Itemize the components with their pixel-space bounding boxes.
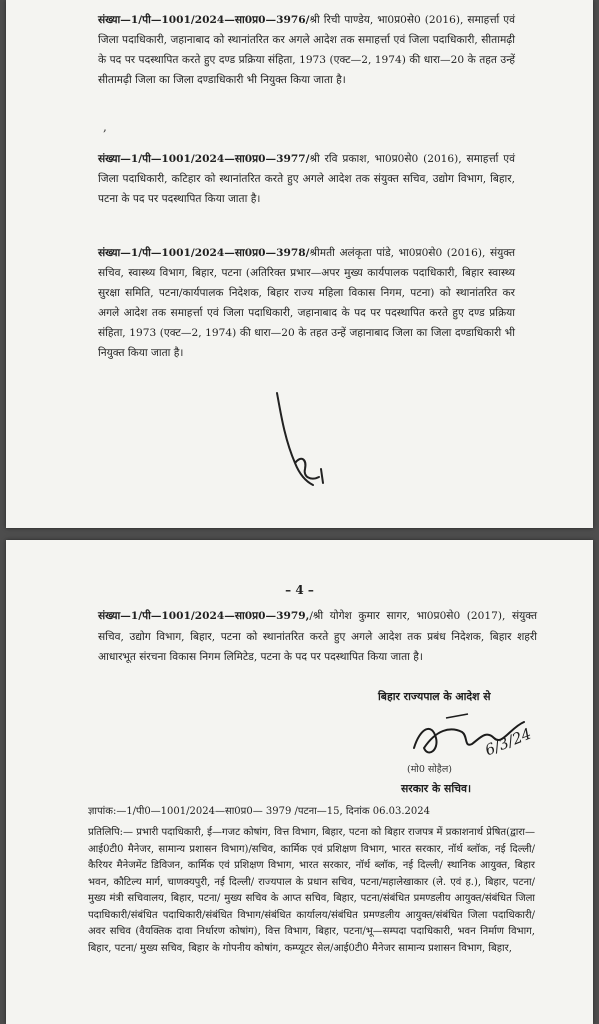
stray-mark: , [103,120,107,134]
order-body: श्री रवि प्रकाश, भा0प्र0से0 (2016), समाहर्त्ता एवं जिला पदाधिकारी, कटिहार को स्थानांतरित करते हुए अगले आदेश तक संयुक्त सचिव, उद्योग विभाग, बिहार, पटना के पद पर पदस्थापित किया जाता है। [98,153,515,205]
document-page-lower [6,540,593,1024]
memo-reference-line: ज्ञापांक:—1/पी0—1001/2024—सा0प्र0— 3979 /पटना—15, दिनांक 06.03.2024 [88,806,430,817]
order-body: /श्री योगेश कुमार सागर, भा0प्र0से0 (2017), संयुक्त सचिव, उद्योग विभाग, बिहार, पटना को स्थानांतरित करते हुए अगले आदेश तक प्रबंध निदेशक, बिहार शहरी आधारभूत संरचना विकास निगम लिमिटेड, पटना के पद पर पदस्थापित किया जाता है। [98,610,537,663]
order-reference: संख्या—1/पी—1001/2024—सा0प्र0—3977/ [98,153,310,165]
secretary-title: सरकार के सचिव। [401,782,472,795]
by-order-of-governor: बिहार राज्यपाल के आदेश से [378,690,491,703]
order-paragraph-3979 [98,606,537,668]
order-paragraph-3977 [98,149,515,209]
order-body: श्रीमती अलंकृता पांडे, भा0प्र0से0 (2016), संयुक्त सचिव, स्वास्थ्य विभाग, बिहार, पटना (अतिरिक्त प्रभार—अपर मुख्य कार्यपालक पदाधिकारी, बिहार स्वास्थ्य सुरक्षा समिति, पटना/कार्यपालक निदेशक, बिहार राज्य महिला विकास निगम, पटना) को स्थानांतरित कर अगले आदेश तक समाहर्त्ता एवं जिला पदाधिकारी, जहानाबाद के पद पर पदस्थापित करते हुए दण्ड प्रक्रिया संहिता, 1973 (एक्ट—2, 1974) की धारा—20 के तहत उन्हें जहानाबाद जिला का जिला दण्डाधिकारी भी नियुक्त किया जाता है। [98,247,515,359]
order-reference: संख्या—1/पी—1001/2024—सा0प्र0—3979, [98,610,310,622]
handwritten-initial-mark [261,385,351,495]
order-paragraph-3976 [98,10,515,90]
page-number: – 4 – [285,583,314,597]
signature-date: 6/3/24 [482,724,534,760]
order-paragraph-3978 [98,243,515,363]
signatory-name: (मो0 सोहैल) [407,764,452,775]
order-reference: संख्या—1/पी—1001/2024—सा0प्र0—3978/ [98,247,310,259]
copy-to-paragraph: प्रतिलिपि:— प्रभारी पदाधिकारी, ई—गजट कोषांग, वित्त विभाग, बिहार, पटना को बिहार राजपत्र में प्रकाशनार्थ प्रेषित(द्वारा—आई0टी0 मैनेजर, सामान्य प्रशासन विभाग)/सचिव, कार्मिक एवं प्रशिक्षण विभाग, भारत सरकार, नॉर्थ ब्लॉक, नई दिल्ली/कैरियर मैनेजमेंट डिविजन, कार्मिक एवं प्रशिक्षण विभाग, भारत सरकार, नॉर्थ ब्लॉक, नई दिल्ली/ स्थानिक आयुक्त, बिहार भवन, कौटिल्य मार्ग, चाणक्यपुरी, नई दिल्ली/ राज्यपाल के प्रधान सचिव, पटना/महालेखाकार (ले. एवं ह.), बिहार, पटना/मुख्य मंत्री सचिवालय, बिहार, पटना/ मुख्य सचिव के आप्त सचिव, बिहार, पटना/संबंधित प्रमण्डलीय आयुक्त/संबंधित जिला पदाधिकारी/संबंधित पदाधिकारी/संबंधित विभाग/संबंधित कार्यालय/संबंधित प्रमण्डलीय आयुक्त/संबंधित जिला पदाधिकारी/अवर सचिव (वैयक्तिक दावा निर्धारण कोषांग), वित्त विभाग, बिहार, पटना/भू—सम्पदा पदाधिकारी, भवन निर्माण विभाग, बिहार, पटना/ मुख्य सचिव, बिहार के गोपनीय कोषांग, कम्प्यूटर सेल/आई0टी0 मैनेजर सामान्य प्रशासन विभाग, बिहार, [88,827,535,954]
order-body: श्री रिची पाण्डेय, भा0प्र0से0 (2016), समाहर्त्ता एवं जिला पदाधिकारी, जहानाबाद को स्थानांतरित कर अगले आदेश तक समाहर्त्ता एवं जिला पदाधिकारी, सीतामढ़ी के पद पर पदस्थापित करते हुए दण्ड प्रक्रिया संहिता, 1973 (एक्ट—2, 1974) की धारा—20 के तहत उन्हें सीतामढ़ी जिला का जिला दण्डाधिकारी भी नियुक्त किया जाता है। [98,14,515,86]
order-reference: संख्या—1/पी—1001/2024—सा0प्र0—3976/ [98,14,310,26]
document-page-upper [6,0,593,528]
